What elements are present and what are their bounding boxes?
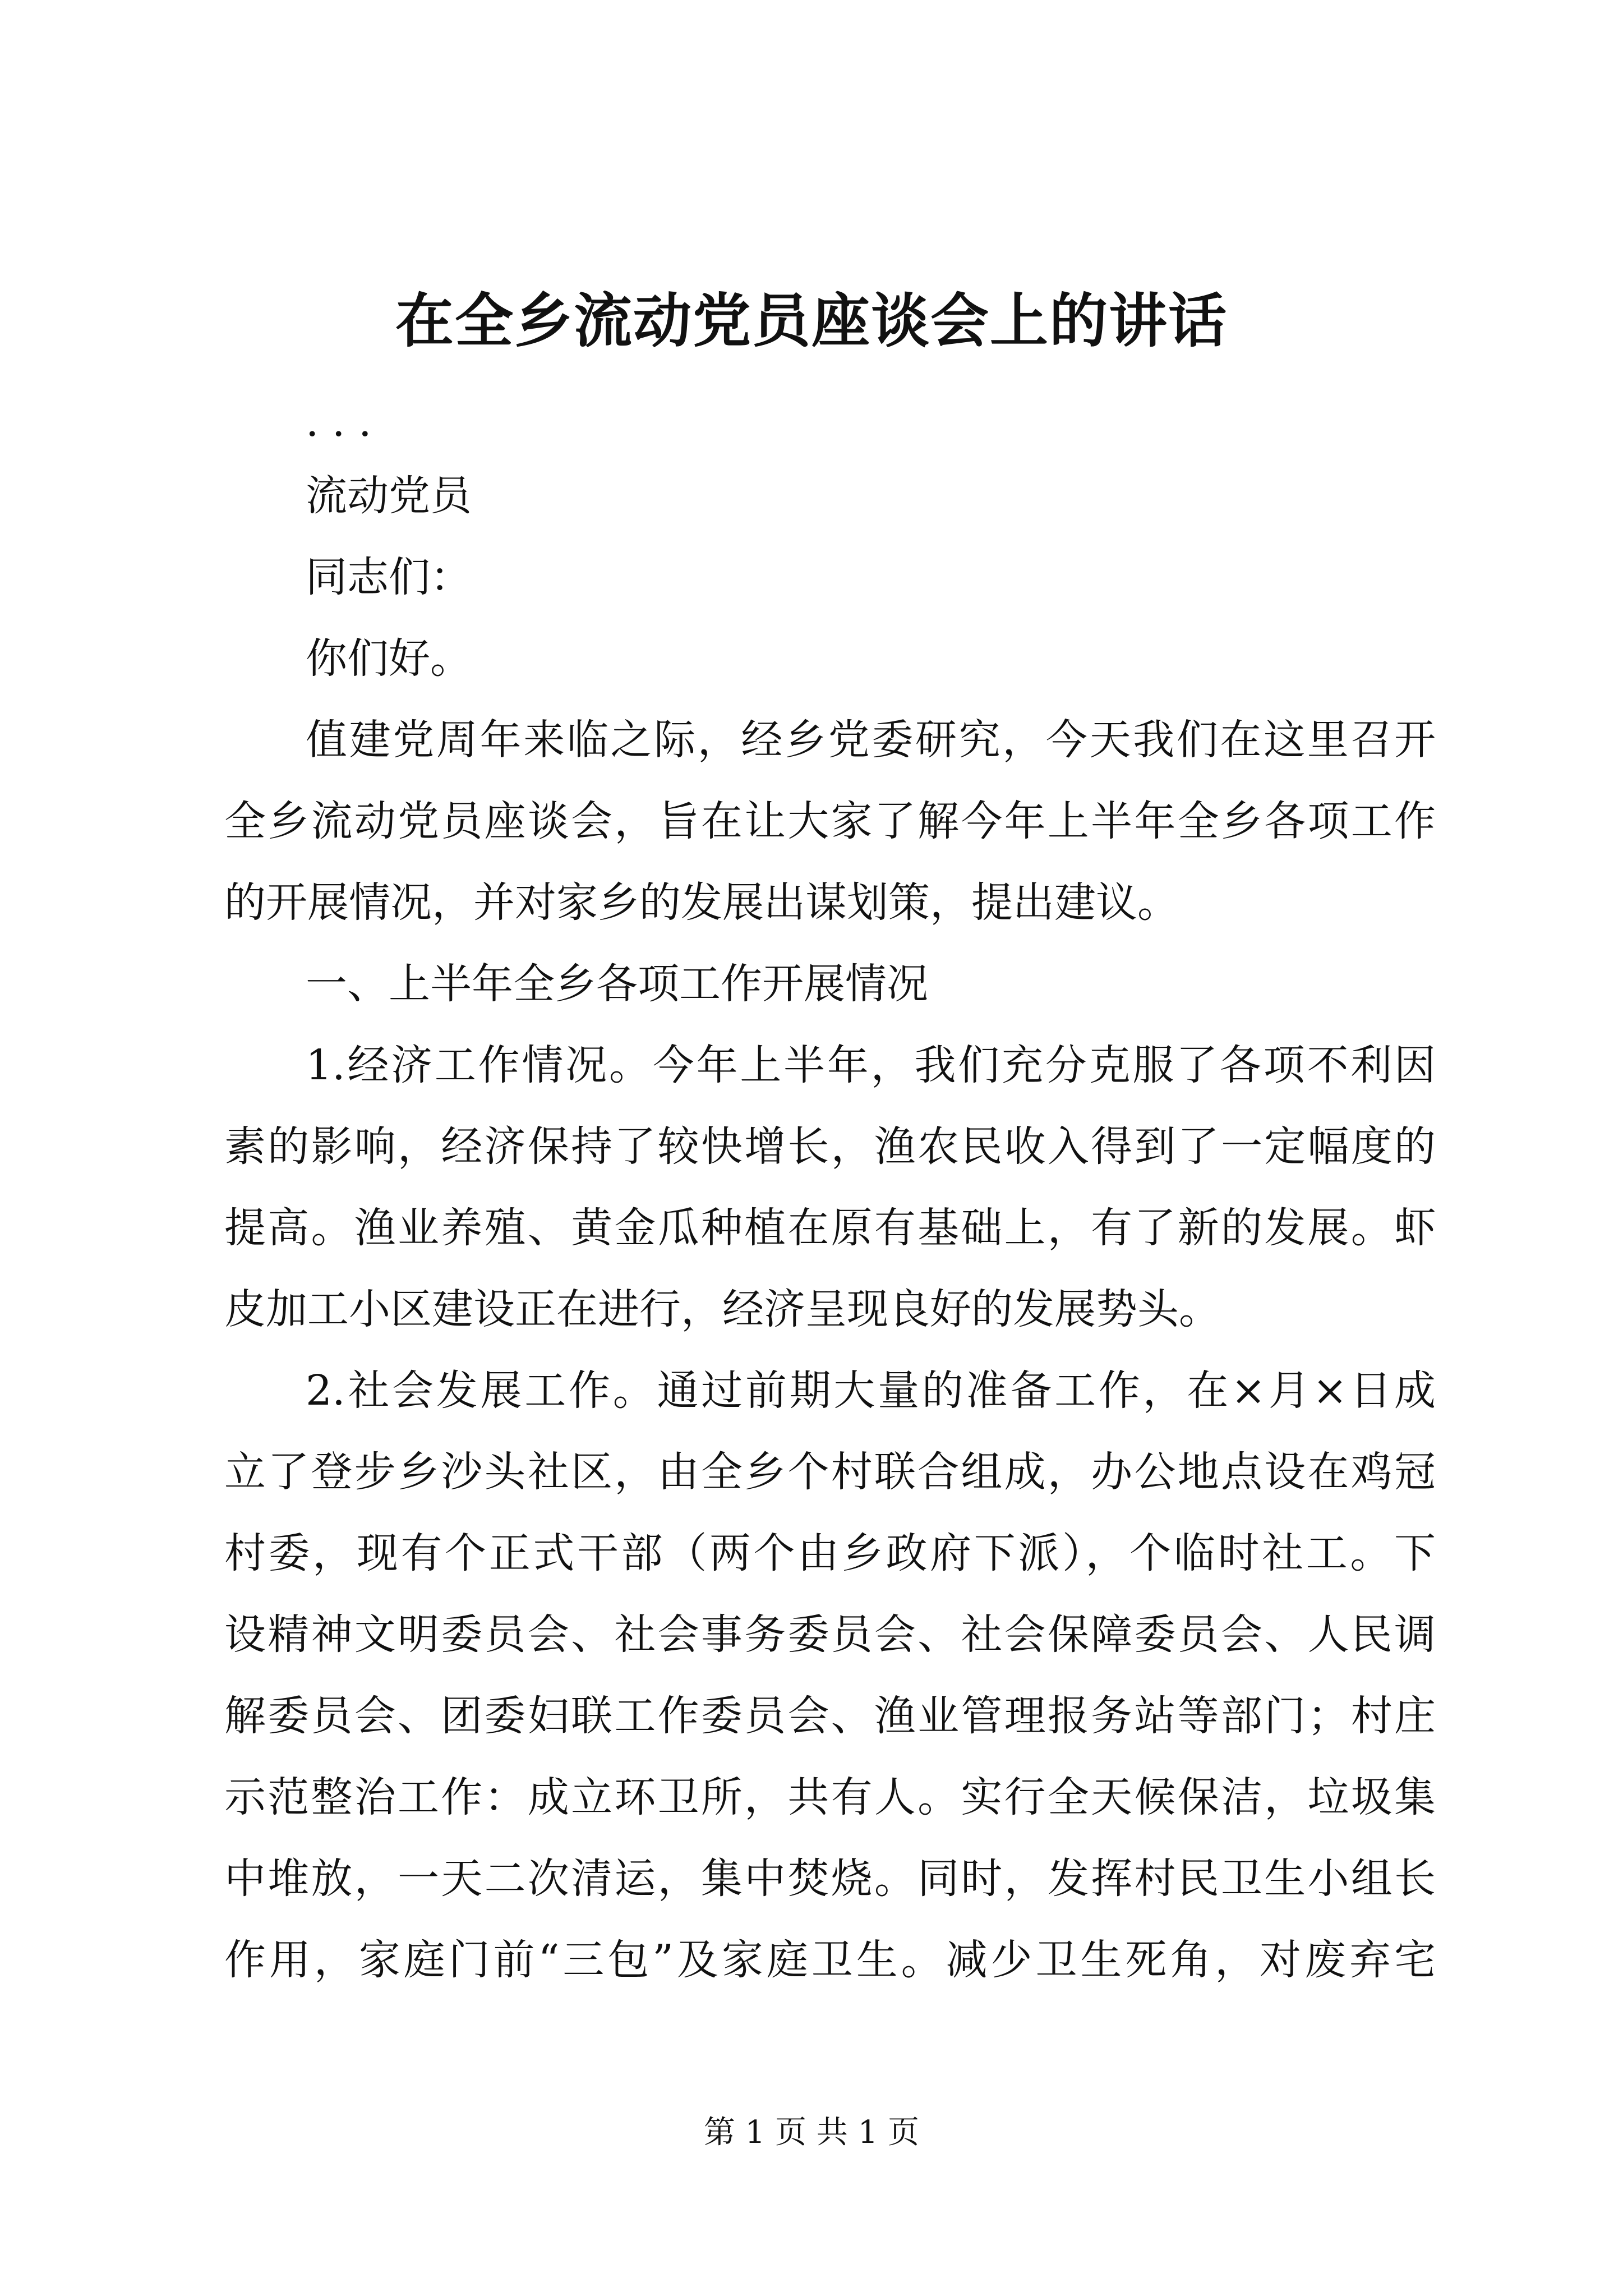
salutation-line: 同志们： bbox=[306, 553, 472, 601]
paragraph-line: 2.社会发展工作。通过前期大量的准备工作，在×月×日成 bbox=[306, 1366, 1436, 1415]
paragraph-line: 1.经济工作情况。今年上半年，我们充分克服了各项不利因 bbox=[306, 1041, 1436, 1089]
paragraph-line: 解委员会、团委妇联工作委员会、渔业管理报务站等部门；村庄 bbox=[224, 1692, 1436, 1740]
paragraph-line: 素的影响，经济保持了较快增长，渔农民收入得到了一定幅度的 bbox=[224, 1122, 1436, 1171]
page-number-footer: 第 1 页 共 1 页 bbox=[703, 2114, 920, 2151]
paragraph-line: 作用，家庭门前“三包”及家庭卫生。减少卫生死角，对废弃宅 bbox=[224, 1936, 1436, 1984]
paragraph-line: 设精神文明委员会、社会事务委员会、社会保障委员会、人民调 bbox=[224, 1611, 1436, 1659]
greeting-line: 你们好。 bbox=[306, 634, 472, 683]
paragraph-line: 提高。渔业养殖、黄金瓜种植在原有基础上，有了新的发展。虾 bbox=[224, 1204, 1436, 1252]
paragraph-line: 中堆放，一天二次清运，集中焚烧。同时，发挥村民卫生小组长 bbox=[224, 1855, 1436, 1903]
paragraph-line: 皮加工小区建设正在进行，经济呈现良好的发展势头。 bbox=[224, 1285, 1220, 1333]
ellipsis-line: · · · bbox=[306, 410, 372, 458]
paragraph-line: 全乡流动党员座谈会，旨在让大家了解今年上半年全乡各项工作 bbox=[224, 797, 1436, 845]
document-title: 在全乡流动党员座谈会上的讲话 bbox=[395, 286, 1228, 355]
section-heading: 一、上半年全乡各项工作开展情况 bbox=[306, 960, 928, 1008]
paragraph-line: 立了登步乡沙头社区，由全乡个村联合组成，办公地点设在鸡冠 bbox=[224, 1448, 1436, 1496]
addressee-line: 流动党员 bbox=[306, 472, 472, 520]
paragraph-line: 村委，现有个正式干部（两个由乡政府下派），个临时社工。下 bbox=[224, 1529, 1436, 1577]
paragraph-line: 值建党周年来临之际，经乡党委研究，今天我们在这里召开 bbox=[306, 716, 1436, 764]
paragraph-line: 的开展情况，并对家乡的发展出谋划策，提出建议。 bbox=[224, 878, 1179, 927]
paragraph-line: 示范整治工作：成立环卫所，共有人。实行全天候保洁，垃圾集 bbox=[224, 1773, 1436, 1821]
